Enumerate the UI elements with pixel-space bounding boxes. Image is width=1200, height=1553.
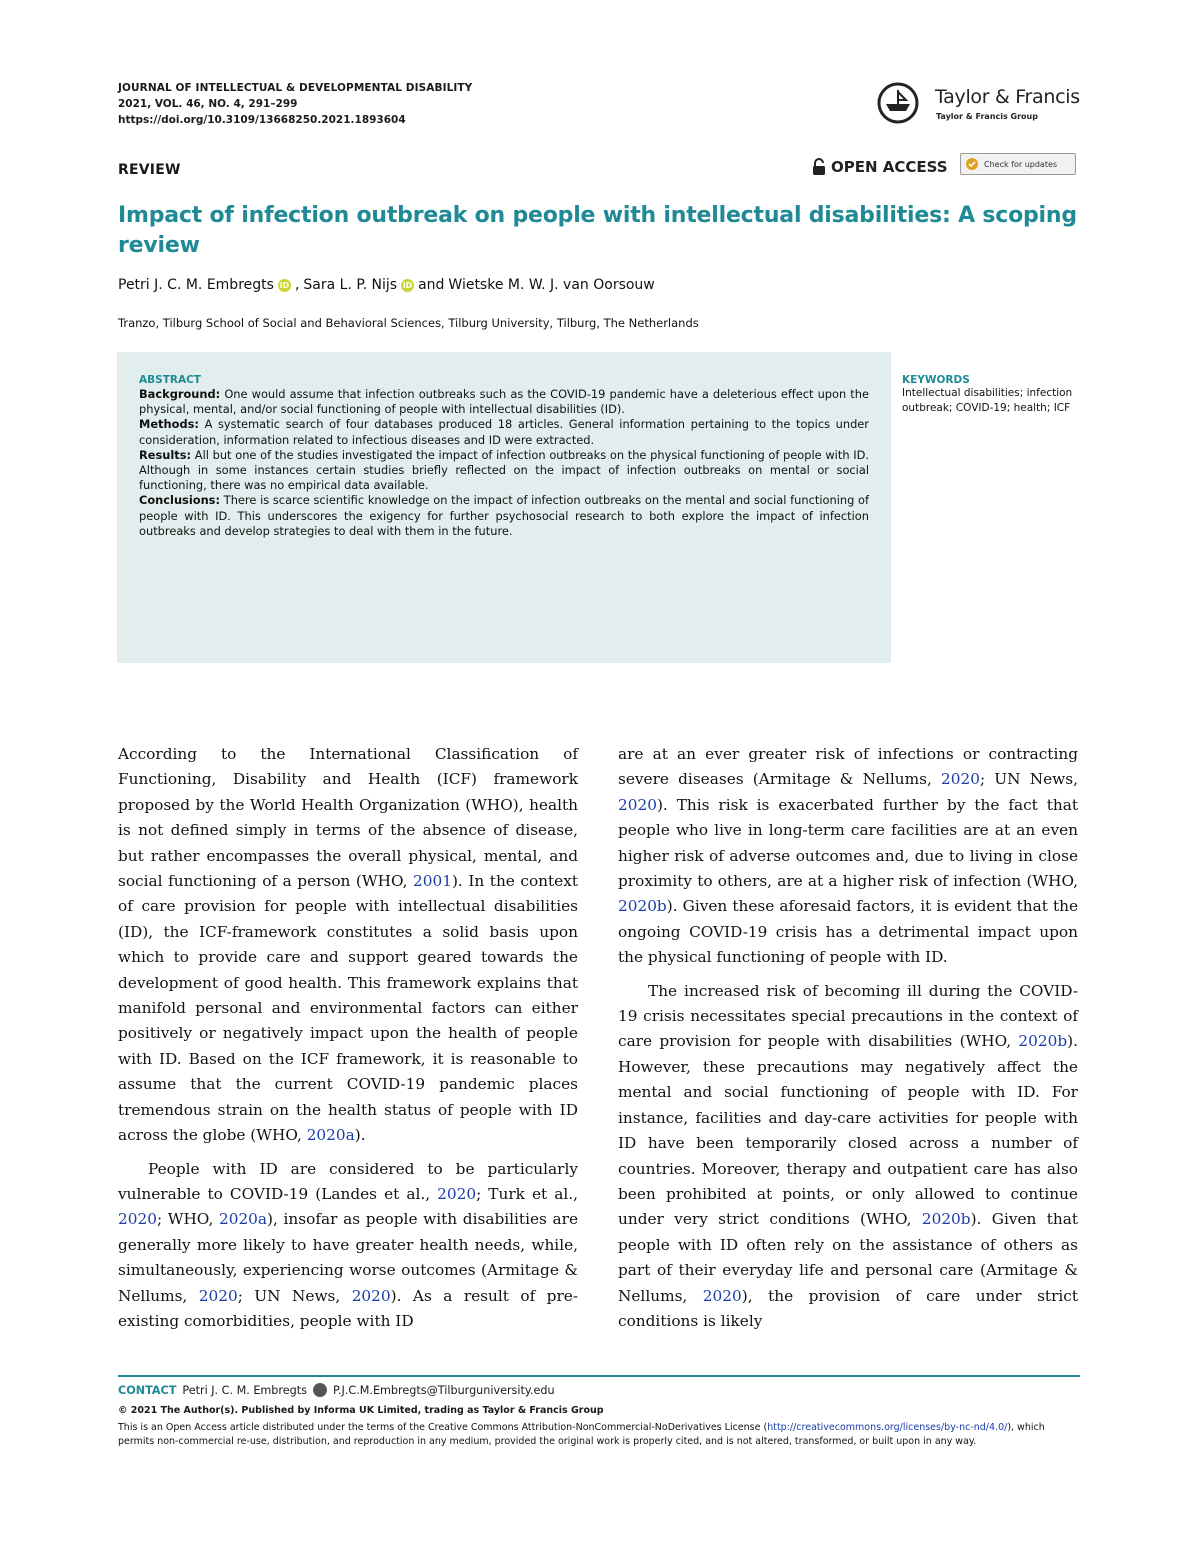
email-icon	[313, 1383, 327, 1397]
citation-link[interactable]: 2020b	[1018, 1032, 1068, 1051]
citation-link[interactable]: 2020b	[921, 1210, 971, 1229]
keywords-list: Intellectual disabilities; infection outbreak; COVID-19; health; ICF	[902, 387, 1073, 414]
author-name: Wietske M. W. J. van Oorsouw	[448, 277, 655, 293]
open-access-badge	[812, 158, 948, 176]
abstract-results-text: All but one of the studies investigated the impact of infection outbreaks on the physical functioning of people with ID. Although in some instances certain studies briefly reflected on the impact of infection outbreaks on mental or social functioning, there was no empirical data available.	[139, 447, 869, 493]
license-link[interactable]: http://creativecommons.org/licenses/by-nc-nd/4.0/	[767, 1422, 1008, 1433]
citation-link[interactable]: 2020	[618, 795, 657, 814]
abstract-background	[139, 387, 869, 417]
abstract-results-label: Results:	[139, 447, 192, 462]
citation-link[interactable]: 2020	[351, 1286, 391, 1305]
crossmark-icon	[965, 157, 979, 171]
abstract-background-label: Background:	[139, 387, 221, 401]
check-for-updates-label: Check for updates	[984, 159, 1058, 169]
citation-link[interactable]: 2020a	[218, 1210, 268, 1229]
body-paragraph: are at an ever greater risk of infections or contracting severe diseases (Armitage & Nellums, 2020; UN News, 2020). This risk is exacerbated further by the fact that people who live in long-term care facilities are at an even higher risk of adverse outcomes and, due to living in close proximity to others, are at a higher risk of infection (WHO, 2020b). Given these aforesaid factors, it is evident that the ongoing COVID-19 crisis has a detrimental impact upon the physical functioning of people with ID.	[618, 745, 1078, 967]
body-column-right	[618, 742, 1078, 1334]
abstract-conclusions-label: Conclusions:	[139, 493, 221, 508]
citation-link[interactable]: 2020	[941, 770, 980, 789]
contact-email[interactable]: P.J.C.M.Embregts@Tilburguniversity.edu	[332, 1383, 555, 1397]
body-paragraph: The increased risk of becoming ill during the COVID-19 crisis necessitates special precautions in the context of care provision for people with disabilities (WHO, 2020b). However, these precautions may negatively affect the mental and social functioning of people with ID. For instance, facilities and day-care activities for people with ID have been temporarily closed across a number of countries. Moreover, therapy and outpatient care has also been prohibited at points, or only allowed to continue under very strict conditions (WHO, 2020b). Given that people with ID often rely on the assistance of others as part of their everyday life and personal care (Armitage & Nellums, 2020), the provision of care under strict conditions is likely	[618, 981, 1078, 1330]
journal-volume: 2021, VOL. 46, NO. 4, 291–299	[118, 98, 298, 110]
contact-line	[118, 1383, 555, 1397]
check-for-updates-button[interactable]	[960, 153, 1076, 175]
citation-link[interactable]: 2001	[413, 872, 452, 891]
publisher-name: Taylor & Francis	[935, 86, 1080, 108]
orcid-icon[interactable]: iD	[402, 280, 413, 290]
footer-divider	[118, 1375, 1080, 1377]
publisher-group: Taylor & Francis Group	[936, 112, 1038, 121]
citation-link[interactable]: 2020	[702, 1286, 742, 1305]
abstract-methods-text: A systematic search of four databases produced 18 articles. General information pertaining to the topics under consideration, information related to infectious diseases and ID were extracted.	[139, 417, 869, 447]
open-lock-icon	[812, 158, 826, 176]
abstract-background-text: One would assume that infection outbreaks such as the COVID-19 pandemic have a deleterious effect upon the physical, mental, and/or social functioning of people with intellectual disabilities (ID).	[139, 387, 869, 417]
abstract-methods	[139, 417, 869, 447]
keywords-panel	[902, 374, 1074, 415]
body-column-left	[118, 742, 578, 1334]
abstract-conclusions	[139, 493, 869, 539]
citation-link[interactable]: 2020b	[618, 897, 667, 916]
doi-link[interactable]: https://doi.org/10.3109/13668250.2021.1893604	[118, 114, 406, 126]
citation-link[interactable]: 2020	[198, 1286, 238, 1305]
citation-link[interactable]: 2020a	[306, 1126, 355, 1145]
keywords-heading: KEYWORDS	[902, 374, 970, 386]
article-title: Impact of infection outbreak on people with intellectual disabilities: A scoping review	[118, 203, 1077, 258]
author-name: Sara L. P. Nijs	[303, 277, 398, 293]
body-paragraph: According to the International Classification of Functioning, Disability and Health (ICF) framework proposed by the World Health Organization (WHO), health is not defined simply in terms of the absence of disease, but rather encompasses the overall physical, mental, and social functioning of a person (WHO, 2001). In the context of care provision for people with intellectual disabilities (ID), the ICF-framework constitutes a solid basis upon which to provide care and support geared towards the development of good health. This framework explains that manifold personal and environmental factors can either positively or negatively impact upon the health of people with ID. Based on the ICF framework, it is reasonable to assume that the current COVID-19 pandemic places tremendous strain on the health status of people with ID across the globe (WHO, 2020a).	[118, 745, 579, 1145]
contact-name: Petri J. C. M. Embregts	[182, 1383, 307, 1397]
abstract-results	[139, 448, 869, 494]
section-label: REVIEW	[118, 162, 181, 178]
citation-link[interactable]: 2020	[437, 1184, 477, 1203]
abstract-heading: ABSTRACT	[139, 374, 201, 386]
contact-label: CONTACT	[118, 1383, 177, 1397]
author-separator: and	[418, 277, 445, 293]
license-notice: This is an Open Access article distributed under the terms of the Creative Commons Attribution-NonCommercial-NoDerivatives License (http://creativecommons.org/licenses/by-nc-nd/4.0/), which permits non-commercial re-use, distribution, and reproduction in any medium, provided the original work is properly cited, and is not altered, transformed, or built upon in any way.	[118, 1422, 1045, 1447]
open-access-label: OPEN ACCESS	[831, 158, 948, 176]
author-list	[118, 277, 655, 293]
abstract-methods-label: Methods:	[139, 417, 199, 432]
abstract-box	[117, 352, 891, 663]
copyright-notice: © 2021 The Author(s). Published by Informa UK Limited, trading as Taylor & Francis Group	[118, 1405, 604, 1416]
journal-name: JOURNAL OF INTELLECTUAL & DEVELOPMENTAL DISABILITY	[118, 82, 473, 94]
author-affiliation: Tranzo, Tilburg School of Social and Behavioral Sciences, Tilburg University, Tilburg, The Netherlands	[118, 316, 699, 330]
orcid-icon[interactable]: iD	[279, 280, 290, 290]
body-paragraph: People with ID are considered to be particularly vulnerable to COVID-19 (Landes et al., 2020; Turk et al., 2020; WHO, 2020a), insofar as people with disabilities are generally more likely to have greater health needs, while, simultaneously, experiencing worse outcomes (Armitage & Nellums, 2020; UN News, 2020). As a result of pre-existing comorbidities, people with ID	[118, 1159, 579, 1330]
citation-link[interactable]: 2020	[118, 1210, 157, 1229]
author-separator: ,	[294, 277, 300, 293]
author-name: Petri J. C. M. Embregts	[118, 277, 274, 293]
abstract-conclusions-text: There is scarce scientific knowledge on the impact of infection outbreaks on the mental and social functioning of people with ID. This underscores the exigency for further psychosocial research to both explore the impact of infection outbreaks and develop strategies to deal with them in the future.	[139, 493, 869, 538]
